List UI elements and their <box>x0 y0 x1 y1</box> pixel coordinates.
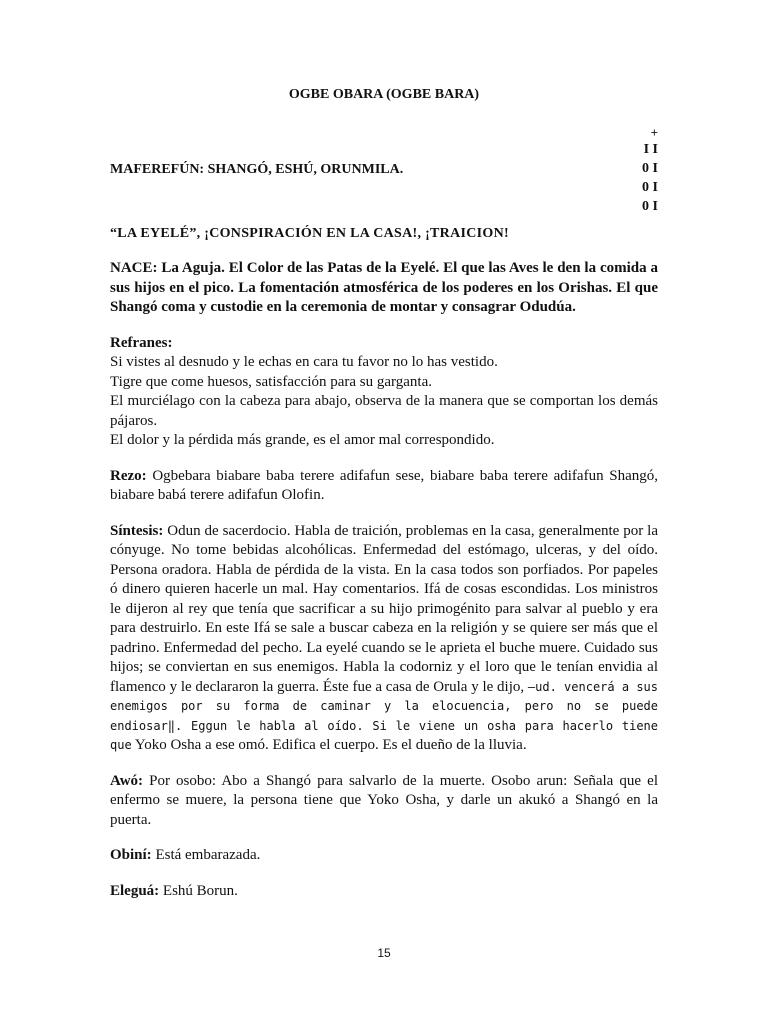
refran-4: El dolor y la pérdida más grande, es el amor mal correspondido. <box>110 432 495 448</box>
elegua-text: Eshú Borun. <box>159 882 238 899</box>
obini-label: Obiní: <box>110 847 152 863</box>
elegua-label: Eleguá: <box>110 882 160 899</box>
sign-row-3: 0 I <box>642 180 658 195</box>
refranes-label: Refranes: <box>110 334 173 351</box>
obini-section <box>110 846 658 866</box>
rezo-section <box>110 467 658 506</box>
document-body <box>110 160 658 917</box>
awo-section <box>110 772 658 831</box>
awo-text: Por osobo: Abo a Shangó para salvarlo de la muerte. Osobo arun: Señala que el enfermo se muere, la persona tiene que Yoko Osha, y darle un akukó a Shangó en la puerta. <box>110 772 658 828</box>
rezo-label: Rezo: <box>110 467 147 484</box>
nace-paragraph: NACE: La Aguja. El Color de las Patas de la Eyelé. El que las Aves le den la comida a sus hijos en el pico. La fomentación atmosférica de los poderes en los Orishas. El que Shangó coma y custodie en la ceremonia de montar y consagrar Odudúa. <box>110 260 658 315</box>
sintesis-label: Síntesis: <box>110 522 164 539</box>
awo-label: Awó: <box>110 772 144 789</box>
sign-row-4: 0 I <box>642 199 658 214</box>
sintesis-handwritten-text: —ud. vencerá a sus enemigos por su forma de caminar y la elocuencia, pero no se puede endiosar‖. Eggun le habla al oído. Si le viene un osha para hacerlo tiene que <box>110 679 659 752</box>
sintesis-end-text: Yoko Osha a ese omó. Edifica el cuerpo. Es el dueño de la lluvia. <box>131 737 527 753</box>
obini-text: Está embarazada. <box>151 847 261 863</box>
page-number: 15 <box>377 946 391 960</box>
sign-row-1: I I <box>643 142 658 157</box>
refran-2: Tigre que come huesos, satisfacción para su garganta. <box>110 373 432 390</box>
refran-1: Si vistes al desnudo y le echas en cara tu favor no lo has vestido. <box>110 354 498 370</box>
refranes-section <box>110 334 658 451</box>
maferefun-line: MAFEREFÚN: SHANGÓ, ESHÚ, ORUNMILA. <box>110 162 404 177</box>
sintesis-text: Odun de sacerdocio. Habla de traición, problemas en la casa, generalmente por la cónyuge. No tome bebidas alcohólicas. Enfermedad del estómago, ulceras, y del oído. Persona oradora. Habla de pérdida de la vista. En la casa todos son porfiados. Por papeles ó dinero quieren hacerle un mal. Hay comentarios. Ifá de cosas escondidas. Los ministros le dijeron al rey que tenía que sacrificar a su hijo primogénito para salvar al pueblo y era para destruirlo. En este Ifá se sale a buscar cabeza en la religión y se quiere ser más que el padrino. Enfermedad del pecho. La eyelé cuando se le aprieta el buche muere. Cuidado sus hijos; se conviertan en sus enemigos. Habla la codorniz y el loro que le tenían envidia al flamenco y le declararon la guerra. Éste fue a casa de Orula y le dijo, <box>110 522 658 695</box>
subtitle: “LA EYELÉ”, ¡CONSPIRACIÓN EN LA CASA!, ¡TRAICION! <box>110 225 509 241</box>
refran-3: El murciélago con la cabeza para abajo, observa de la manera que se comportan los demás pájaros. <box>110 393 658 429</box>
rezo-text: Ogbebara biabare baba terere adifafun sese, biabare baba terere adifafun Shangó, biabare babá terere adifafun Olofin. <box>110 467 658 503</box>
sign-plus: + <box>650 125 658 140</box>
sign-row-2: 0 I <box>642 161 658 176</box>
elegua-section <box>110 882 658 902</box>
sintesis-section <box>110 522 658 756</box>
page-title: OGBE OBARA (OGBE BARA) <box>288 87 480 102</box>
